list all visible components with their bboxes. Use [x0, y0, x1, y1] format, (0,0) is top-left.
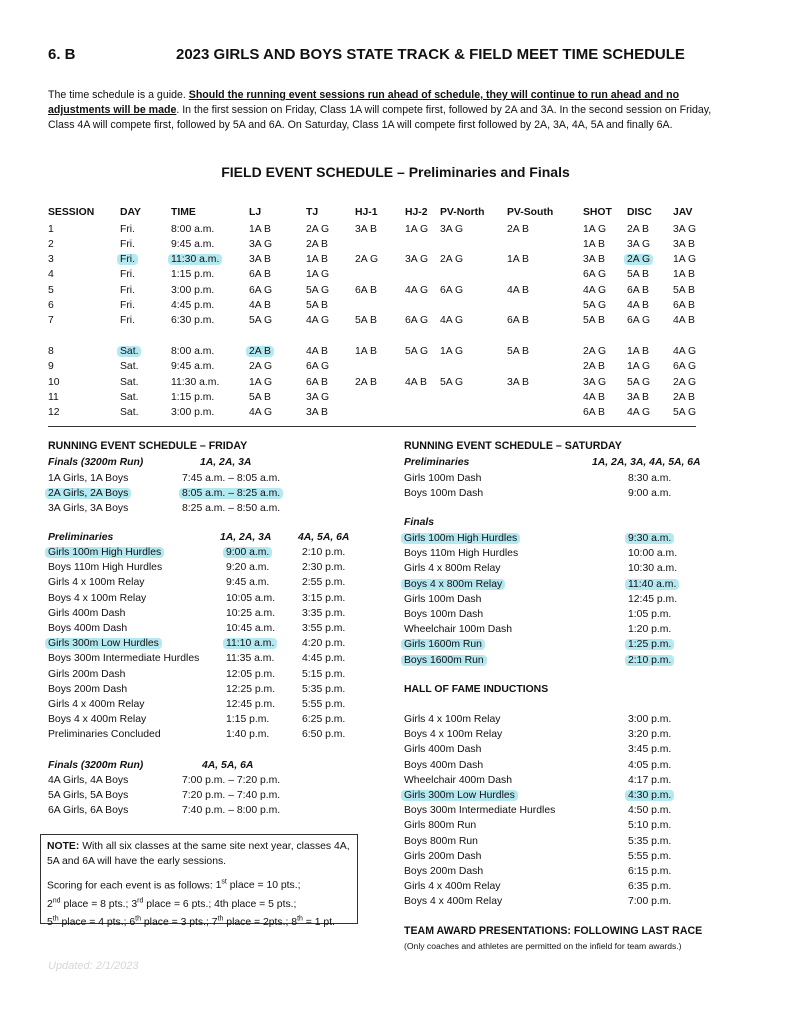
table-cell: Sat. [117, 346, 141, 357]
table-cell: 6A B [249, 269, 271, 280]
table-cell: 6A G [249, 285, 273, 296]
table-cell: 6A B [583, 407, 605, 418]
event-time: 5:55 p.m. [628, 850, 672, 862]
table-cell: 9 [48, 361, 54, 372]
table-cell: 1A G [440, 346, 464, 357]
friday-title: RUNNING EVENT SCHEDULE – FRIDAY [48, 440, 248, 452]
event-name: Boys 100m Dash [404, 609, 484, 620]
event-time: 2:55 p.m. [302, 577, 346, 589]
event-name: Boys 1600m Run [401, 655, 487, 666]
event-name: Girls 300m Low Hurdles [401, 790, 518, 801]
table-cell: 4 [48, 269, 54, 280]
event-time: 1:25 p.m. [625, 639, 674, 650]
event-name: Girls 4 x 800m Relay [404, 563, 501, 575]
event-name: Boys 100m Dash [404, 488, 484, 499]
finals-label: Finals [404, 517, 435, 528]
table-cell: 4A B [405, 377, 427, 388]
event-time: 9:30 a.m. [625, 533, 674, 544]
event-time: 1:05 p.m. [628, 609, 672, 620]
table-cell: 2A B [355, 377, 377, 388]
event-name: Boys 4 x 800m Relay [401, 579, 505, 590]
table-cell: 5A G [627, 377, 651, 388]
table-cell: 7 [48, 315, 54, 326]
table-cell: 4A B [507, 285, 529, 296]
table-cell: 1A B [306, 254, 328, 265]
table-cell: Fri. [120, 285, 136, 296]
finals-label: Finals (3200m Run) [48, 457, 144, 468]
table-cell: 4A G [405, 285, 429, 296]
event-time: 1:20 p.m. [628, 624, 672, 636]
event-time: 9:00 a.m. [223, 547, 272, 558]
event-name: Boys 4 x 400m Relay [48, 714, 147, 726]
event-name: Girls 200m Dash [404, 850, 482, 862]
event-name: Boys 200m Dash [48, 683, 128, 695]
table-cell: 3A G [627, 239, 651, 250]
table-cell: 3A G [673, 224, 697, 235]
table-cell: 3:00 p.m. [171, 407, 215, 418]
table-cell: 1A G [673, 254, 697, 265]
table-cell: 6A G [440, 285, 464, 296]
event-time: 1:15 p.m. [226, 714, 270, 726]
table-cell: 3A B [306, 407, 328, 418]
table-cell: 4A B [583, 392, 605, 403]
event-name: Girls 400m Dash [48, 607, 126, 619]
table-cell: 4:45 p.m. [171, 300, 215, 311]
event-name: Boys 4 x 400m Relay [404, 896, 503, 908]
table-cell: 5 [48, 285, 54, 296]
table-cell: 5A G [249, 315, 273, 326]
team-awards-note: (Only coaches and athletes are permitted on the infield for team awards.) [404, 941, 682, 951]
note-box [40, 834, 358, 929]
table-cell: 4A B [306, 346, 328, 357]
event-name: Girls 400m Dash [404, 744, 482, 756]
event-time: 2:10 p.m. [625, 655, 674, 666]
table-cell: 4A B [627, 300, 649, 311]
table-cell: 11 [48, 392, 59, 403]
event-name: Boys 300m Intermediate Hurdles [404, 805, 556, 817]
event-name: 5A Girls, 5A Boys [48, 790, 129, 801]
event-name: 2A Girls, 2A Boys [45, 488, 131, 499]
table-cell: 5A G [405, 346, 429, 357]
scoring-item: 2nd place = 8 pts.; [47, 897, 132, 910]
event-time: 5:35 p.m. [628, 835, 672, 847]
prelims-classes: 4A, 5A, 6A [298, 532, 350, 543]
event-time: 3:20 p.m. [628, 729, 672, 741]
table-cell: 5A G [583, 300, 607, 311]
scoring-item: 3rd place = 6 pts.; 4th place = 5 pts.; [131, 897, 297, 910]
column-header: HJ-2 [405, 207, 428, 218]
table-cell: 2A B [627, 224, 649, 235]
event-name: Wheelchair 100m Dash [404, 624, 512, 636]
event-name: Boys 110m High Hurdles [404, 548, 519, 560]
table-cell: 1A B [583, 239, 605, 250]
finals-classes: 4A, 5A, 6A [202, 760, 254, 771]
table-cell: 5A B [673, 285, 695, 296]
table-cell: 10 [48, 377, 60, 388]
column-header: TJ [306, 207, 319, 218]
column-header: DAY [120, 207, 141, 218]
table-cell: 2A G [583, 346, 607, 357]
prelims-label: Preliminaries [404, 457, 470, 468]
table-cell: 6A G [627, 315, 651, 326]
event-name: Girls 300m Low Hurdles [45, 638, 162, 649]
table-cell: 1A G [405, 224, 429, 235]
table-cell: 1A G [627, 361, 651, 372]
event-time: 8:30 a.m. [628, 473, 672, 484]
table-cell: Sat. [120, 361, 139, 372]
event-name: Boys 400m Dash [48, 623, 128, 634]
event-name: Boys 200m Dash [404, 866, 484, 877]
table-cell: Sat. [120, 407, 139, 418]
column-header: PV-North [440, 207, 485, 218]
column-header: JAV [673, 207, 693, 218]
table-cell: 11:30 a.m. [168, 254, 222, 265]
table-cell: 11:30 a.m. [171, 377, 220, 388]
event-time: 10:25 a.m. [226, 607, 276, 619]
table-cell: 1A B [355, 346, 377, 357]
event-name: Girls 100m Dash [404, 473, 482, 484]
event-time: 5:55 p.m. [302, 699, 346, 710]
table-cell: 6A G [405, 315, 429, 326]
table-cell: 5A B [355, 315, 377, 326]
intro-rest: . In the first session on Friday, Class 1A will compete first, followed by 2A and 3A. In the second session on Friday, Class 4A will compete first, followed by 5A and 6A. On Saturday, Class 1A will compete first followed by 2A, 3A, 4A, 5A and finally 6A. [48, 104, 712, 131]
scoring-item: 1st place = 10 pts.; [215, 879, 301, 892]
table-cell: 9:45 a.m. [171, 239, 215, 250]
scoring-item: 5th place = 4 pts.; [47, 915, 130, 929]
column-header: LJ [249, 207, 262, 218]
table-cell: 6A G [306, 361, 330, 372]
event-name: Boys 110m High Hurdles [48, 562, 163, 574]
event-name: 6A Girls, 6A Boys [48, 805, 129, 816]
table-cell: 3A B [355, 224, 377, 235]
table-cell: 3A G [583, 377, 607, 388]
prelims-classes: 1A, 2A, 3A [220, 532, 272, 543]
event-name: Boys 4 x 100m Relay [404, 729, 503, 741]
event-time: 12:45 p.m. [628, 593, 678, 605]
event-time: 4:20 p.m. [302, 638, 346, 650]
table-cell: 3A B [249, 254, 271, 265]
table-cell: 2A G [306, 224, 330, 235]
table-cell: 1A B [507, 254, 529, 265]
table-cell: 5A B [583, 315, 605, 326]
column-header: PV-South [507, 207, 554, 218]
table-cell: 1A B [627, 346, 649, 357]
event-time: 5:15 p.m. [302, 668, 346, 680]
event-time: 7:45 a.m. – 8:05 a.m. [182, 473, 281, 484]
table-cell: Fri. [120, 269, 136, 280]
intro-paragraph [48, 88, 718, 133]
event-time: 11:40 a.m. [625, 579, 679, 590]
table-cell: 2A G [249, 361, 273, 372]
table-cell: 4A G [583, 285, 607, 296]
table-cell: 3A B [673, 239, 695, 250]
event-time: 10:45 a.m. [226, 623, 276, 634]
field-schedule-title: FIELD EVENT SCHEDULE – Preliminaries and Finals [221, 164, 570, 180]
table-cell: 6A B [507, 315, 529, 326]
event-time: 3:35 p.m. [302, 607, 346, 619]
table-cell: 3A G [440, 224, 464, 235]
event-time: 5:35 p.m. [302, 683, 346, 695]
event-name: 4A Girls, 4A Boys [48, 775, 129, 786]
table-cell: 4A G [306, 315, 330, 326]
event-time: 4:05 p.m. [628, 759, 672, 771]
table-cell: 5A G [440, 377, 464, 388]
event-time: 4:17 p.m. [628, 774, 672, 786]
column-header: SHOT [583, 207, 612, 218]
table-cell: 6:30 p.m. [171, 315, 215, 326]
table-cell: 2A B [246, 346, 274, 357]
table-cell: 1 [48, 224, 54, 235]
table-cell: 3A G [306, 392, 330, 403]
table-cell: Sat. [120, 392, 139, 403]
event-time: 8:05 a.m. – 8:25 a.m. [179, 488, 283, 499]
event-name: Girls 100m Dash [404, 593, 482, 605]
event-name: Girls 800m Run [404, 820, 477, 832]
table-cell: 1A B [249, 224, 271, 235]
scoring-item: 7th place = 2pts.; [211, 915, 292, 929]
table-cell: 1:15 p.m. [171, 392, 215, 403]
event-time: 11:10 a.m. [223, 638, 277, 649]
table-cell: 2A G [624, 254, 653, 265]
event-time: 3:00 p.m. [628, 714, 672, 725]
intro-lead: The time schedule is a guide. [48, 89, 186, 101]
table-cell: 1A G [249, 377, 273, 388]
event-name: Girls 4 x 100m Relay [404, 714, 501, 725]
table-cell: 4A G [440, 315, 464, 326]
table-cell: 2A G [673, 377, 697, 388]
event-time: 6:50 p.m. [302, 729, 346, 741]
team-awards: TEAM AWARD PRESENTATIONS: FOLLOWING LAST RACE [404, 925, 703, 937]
event-time: 6:15 p.m. [628, 866, 672, 877]
table-cell: Fri. [120, 239, 136, 250]
table-cell: Fri. [117, 254, 138, 265]
event-time: 9:45 a.m. [226, 577, 270, 589]
table-cell: 5A B [306, 300, 328, 311]
table-cell: 4A B [673, 315, 695, 326]
table-cell: 2A G [355, 254, 379, 265]
event-time: 7:00 p.m. [628, 896, 672, 908]
event-time: 7:00 p.m. – 7:20 p.m. [182, 775, 281, 786]
table-cell: 6A B [306, 377, 328, 388]
table-cell: 2A B [673, 392, 695, 403]
table-cell: 3A G [249, 239, 273, 250]
table-cell: 3 [48, 254, 54, 265]
table-cell: Fri. [120, 224, 136, 235]
event-name: Wheelchair 400m Dash [404, 774, 512, 786]
table-cell: 6 [48, 300, 54, 311]
table-cell: 1A G [306, 269, 330, 280]
table-cell: 5A B [627, 269, 649, 280]
table-cell: 4A B [249, 300, 271, 311]
table-cell: 2 [48, 239, 54, 250]
finals-classes: 1A, 2A, 3A [200, 457, 252, 468]
saturday-title: RUNNING EVENT SCHEDULE – SATURDAY [404, 440, 622, 452]
intro-bold: Should the running event sessions run ahead of schedule, they will continue to run ahead and no adjustments will be made [48, 89, 680, 116]
event-name: 3A Girls, 3A Boys [48, 503, 129, 514]
table-cell: 5A B [249, 392, 271, 403]
table-cell: 6A G [583, 269, 607, 280]
event-time: 12:05 p.m. [226, 668, 276, 680]
table-cell: 3:00 p.m. [171, 285, 215, 296]
table-cell: 2A B [507, 224, 529, 235]
scoring-lead: Scoring for each event is as follows: [47, 880, 216, 892]
table-cell: 3A B [583, 254, 605, 265]
table-cell: 1:15 p.m. [171, 269, 215, 280]
table-cell: 4A G [673, 346, 697, 357]
table-cell: 1A B [673, 269, 695, 280]
table-cell: 1A G [583, 224, 607, 235]
table-cell: 3A G [405, 254, 429, 265]
table-cell: 8:00 a.m. [171, 224, 215, 235]
table-cell: 6A B [673, 300, 695, 311]
scoring-item: 8th = 1 pt. [291, 915, 335, 929]
event-name: Girls 100m High Hurdles [45, 547, 164, 558]
event-time: 4:45 p.m. [302, 653, 346, 665]
event-time: 7:40 p.m. – 8:00 p.m. [182, 805, 281, 816]
event-time: 12:45 p.m. [226, 699, 276, 710]
scoring-text [47, 875, 351, 930]
note-label: NOTE: [47, 841, 80, 852]
event-time: 7:20 p.m. – 7:40 p.m. [182, 790, 281, 801]
scoring-item: 6th place = 3 pts.; [129, 915, 212, 929]
column-header: HJ-1 [355, 207, 378, 218]
note-text: With all six classes at the same site next year, classes 4A, 5A and 6A will have the early sessions. [47, 841, 350, 867]
table-cell: 2A B [306, 239, 328, 250]
column-header: DISC [627, 207, 652, 218]
table-cell: 2A G [440, 254, 464, 265]
event-time: 11:35 a.m. [226, 653, 275, 665]
prelims-label: Preliminaries [48, 532, 114, 543]
event-name: Girls 4 x 400m Relay [48, 699, 145, 710]
prelims-classes: 1A, 2A, 3A, 4A, 5A, 6A [592, 457, 701, 468]
event-name: Boys 400m Dash [404, 759, 484, 771]
table-cell: 5A G [673, 407, 697, 418]
table-cell: 4A G [249, 407, 273, 418]
table-cell: 6A B [627, 285, 649, 296]
event-time: 2:10 p.m. [302, 547, 346, 558]
event-time: 1:40 p.m. [226, 729, 270, 741]
table-cell: Fri. [120, 300, 136, 311]
event-name: Boys 300m Intermediate Hurdles [48, 653, 200, 665]
event-time: 10:05 a.m. [226, 592, 276, 604]
event-time: 5:10 p.m. [628, 820, 672, 832]
event-time: 9:00 a.m. [628, 488, 672, 499]
event-name: Girls 100m High Hurdles [401, 533, 520, 544]
event-time: 2:30 p.m. [302, 562, 346, 574]
divider [48, 426, 696, 427]
column-header: TIME [171, 207, 196, 218]
section-number: 6. B [48, 46, 76, 63]
table-cell: 2A B [583, 361, 605, 372]
event-time: 3:15 p.m. [302, 592, 346, 604]
event-time: 3:45 p.m. [628, 744, 672, 756]
table-cell: 9:45 a.m. [171, 361, 215, 372]
event-time: 4:50 p.m. [628, 805, 672, 817]
table-cell: 6A G [673, 361, 697, 372]
event-name: Preliminaries Concluded [48, 729, 161, 741]
table-cell: 5A B [507, 346, 529, 357]
finals-label: Finals (3200m Run) [48, 760, 144, 771]
table-cell: 3A B [627, 392, 649, 403]
page-title: 2023 GIRLS AND BOYS STATE TRACK & FIELD MEET TIME SCHEDULE [176, 46, 685, 63]
event-time: 3:55 p.m. [302, 623, 346, 634]
event-time: 10:30 a.m. [628, 563, 678, 575]
table-cell: 12 [48, 407, 60, 418]
table-cell: 6A B [355, 285, 377, 296]
event-name: Girls 4 x 400m Relay [404, 881, 501, 893]
table-cell: 8 [48, 346, 54, 357]
table-cell: 4A G [627, 407, 651, 418]
event-time: 12:25 p.m. [226, 683, 276, 695]
table-cell: 5A G [306, 285, 330, 296]
event-name: Boys 800m Run [404, 835, 478, 847]
event-name: Boys 4 x 100m Relay [48, 592, 147, 604]
updated-stamp: Updated: 2/1/2023 [48, 960, 139, 972]
table-cell: Sat. [120, 377, 139, 388]
event-time: 4:30 p.m. [625, 790, 674, 801]
event-time: 6:25 p.m. [302, 714, 346, 726]
event-time: 6:35 p.m. [628, 881, 672, 893]
event-time: 8:25 a.m. – 8:50 a.m. [182, 503, 281, 514]
event-time: 10:00 a.m. [628, 548, 678, 560]
table-cell: 8:00 a.m. [171, 346, 215, 357]
column-header: SESSION [48, 207, 95, 218]
hall-of-fame: HALL OF FAME INDUCTIONS [404, 684, 549, 695]
table-cell: Fri. [120, 315, 136, 326]
table-cell: 3A B [507, 377, 529, 388]
event-name: Girls 1600m Run [401, 639, 485, 650]
event-name: Girls 4 x 100m Relay [48, 577, 145, 589]
event-time: 9:20 a.m. [226, 562, 270, 574]
event-name: Girls 200m Dash [48, 668, 126, 680]
event-name: 1A Girls, 1A Boys [48, 473, 129, 484]
